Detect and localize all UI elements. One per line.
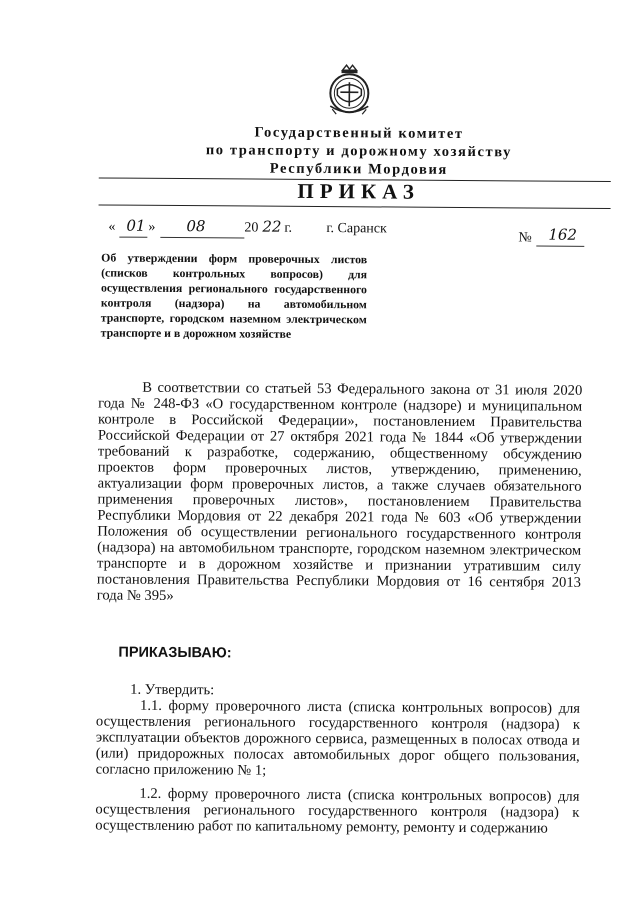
order-item-1-2: 1.2. форму проверочного листа (списка контрольных вопросов) для осуществления регионального государственного контроля (надзора) к осуществлению работ по капитальному ремонту, ремонту и содержанию [95, 785, 580, 837]
order-number: 162 [548, 225, 578, 244]
preamble-paragraph: В соответствии со статьей 53 Федерального закона от 31 июля 2020 года № 248-ФЗ «О государственном контроле (надзоре) и муниципальном контроле в Российской Федерации», постановлением Правительства Российской Федерации от 27 октября 2021 года № 1844 «Об утверждении требований к разработке, содержанию, общественному обсуждению проектов форм проверочных листов, утверждению, применению, актуализации форм проверочных листов, а также случаев обязательного применения проверочных листов», постановлением Правительства Республики Мордовия от 22 декабря 2021 года № 603 «Об утверждении Положения об осуществлении регионального государственного контроля (надзора) на автомобильном транспорте, городском наземном электрическом транспорте и в дорожном хозяйстве и признании утратившим силу постановления Правительства Республики Мордовия от 16 сентября 2013 года № 395» [96, 379, 583, 604]
date-year-prefix: 20 [244, 220, 259, 236]
organization-name-line-2: по транспорту и дорожному хозяйству [205, 142, 513, 161]
coat-of-arms-emblem-icon [324, 62, 374, 120]
date-year-suffix: 22 [262, 217, 282, 236]
city: г. Саранск [326, 221, 387, 237]
order-item-1-1: 1.1. форму проверочного листа (списка контрольных вопросов) для осуществления регионального государственного контроля (надзора) к эксплуатации объектов дорожного сервиса, размещенных в полосах отвода и (или) придорожных полосах автомобильных дорог общего пользования, согласно приложению № 1; [95, 697, 581, 779]
organization-name-line-1: Государственный комитет [254, 124, 464, 143]
date-month-underline [160, 237, 244, 239]
order-item-1: 1. Утвердить: [130, 681, 215, 699]
order-heading: ПРИКАЗЫВАЮ: [118, 644, 232, 662]
date-day-underline [119, 237, 147, 238]
order-number-underline [536, 246, 584, 247]
number-label: № [518, 230, 532, 246]
date-open-quote: « [108, 219, 116, 235]
order-subject: Об утверждении форм проверочных листов (списков контрольных вопросов) для осуществления регионального государственного контроля (надзора) на автомобильном транспорте, городском наземном электрическом транспорте и в дорожном хозяйстве [100, 250, 368, 341]
date-year-unit: г. [284, 220, 293, 236]
organization-name-line-3: Республики Мордовия [269, 160, 448, 178]
date-day: 01 [126, 216, 146, 235]
date-month: 08 [186, 217, 206, 236]
document-type-title: ПРИКАЗ [297, 178, 420, 204]
date-close-quote: » [148, 219, 156, 235]
